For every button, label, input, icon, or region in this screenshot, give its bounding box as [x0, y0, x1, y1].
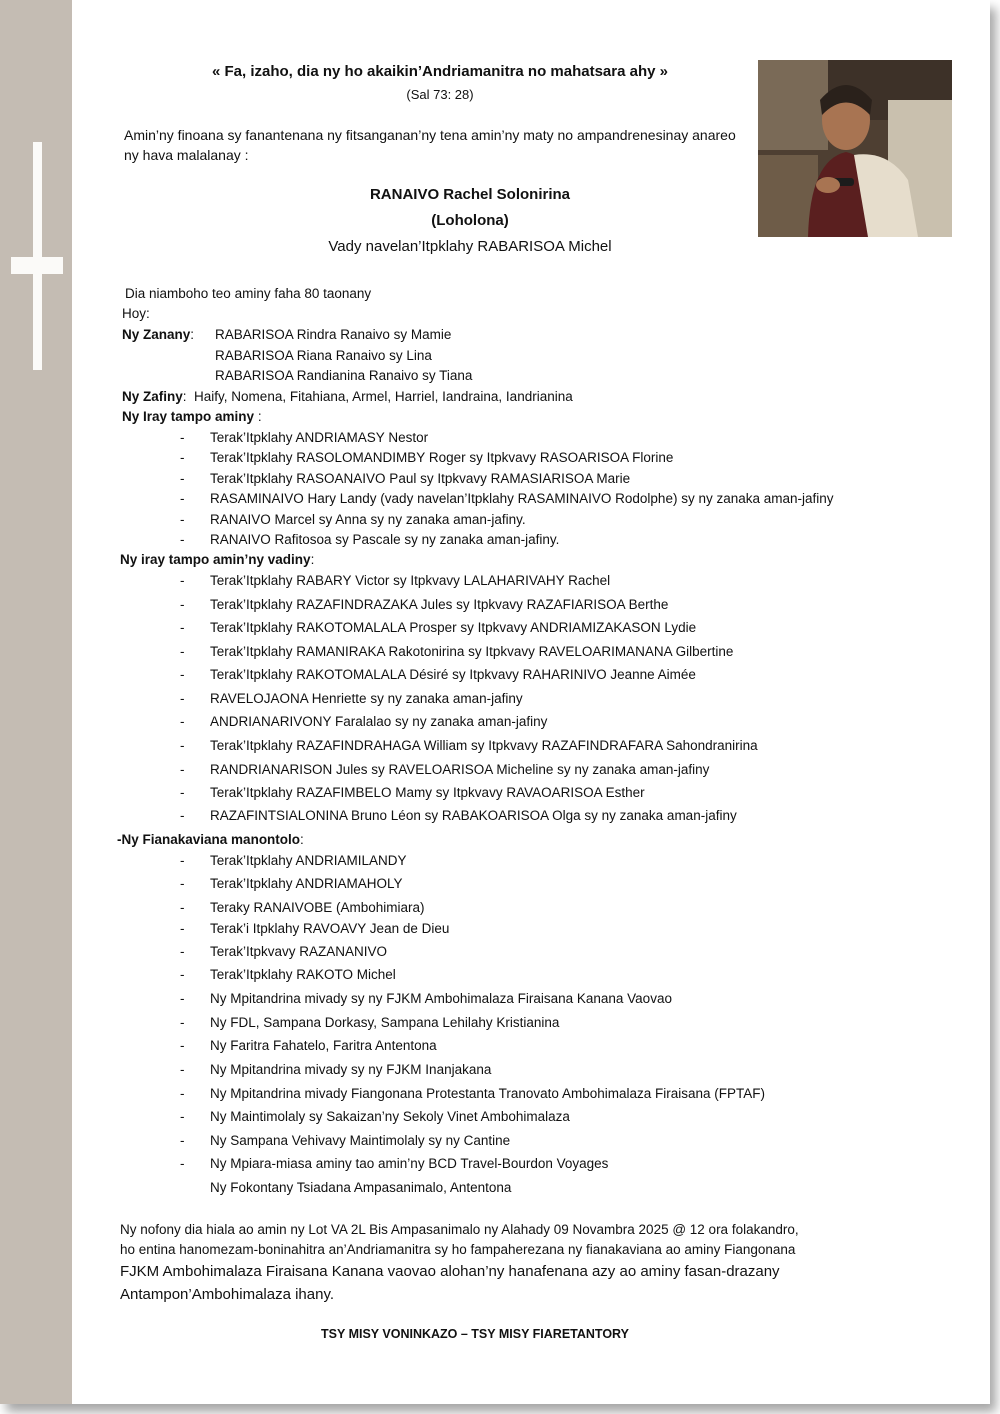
hoy-line: Hoy:	[122, 306, 150, 321]
list-item: Terak’Itpklahy RAKOTO Michel	[210, 967, 396, 982]
list-item: RANAIVO Rafitosoa sy Pascale sy ny zanaka aman-jafiny.	[210, 532, 560, 547]
dash-bullet: -	[180, 471, 185, 486]
dash-bullet: -	[180, 900, 185, 915]
list-item: Ny FDL, Sampana Dorkasy, Sampana Lehilahy Kristianina	[210, 1015, 560, 1030]
dash-bullet: -	[180, 430, 185, 445]
fianakaviana-prefix: -	[117, 832, 122, 847]
dash-bullet: -	[180, 785, 185, 800]
dash-bullet: -	[180, 597, 185, 612]
list-item: RANAIVO Marcel sy Anna sy ny zanaka aman-jafiny.	[210, 512, 526, 527]
list-item: Terak’Itpklahy RAKOTOMALALA Désiré sy Itpkvavy RAHARINIVO Jeanne Aimée	[210, 667, 696, 682]
iray-tampo-sep: :	[257, 409, 262, 424]
funeral-line: FJKM Ambohimalaza Firaisana Kanana vaovao alohan’ny hanafenana azy ao aminy fasan-drazany	[120, 1263, 780, 1280]
dash-bullet: -	[180, 1015, 185, 1030]
list-item: Terak’i Itpklahy RAVOAVY Jean de Dieu	[210, 921, 450, 936]
list-item: Ny Maintimolaly sy Sakaizan’ny Sekoly Vinet Ambohimalaza	[210, 1109, 570, 1124]
funeral-line: ho entina hanomezam-boninahitra an’Andriamanitra sy ho fampaherezana ny fianakaviana ao aminy Fiangonana	[120, 1242, 796, 1257]
dash-bullet: -	[180, 573, 185, 588]
dash-bullet: -	[180, 738, 185, 753]
list-item: RABARISOA Rindra Ranaivo sy Mamie	[215, 327, 452, 342]
zafiny-sep: :	[182, 389, 187, 404]
list-item: Terak’Itpkvavy RAZANANIVO	[210, 944, 388, 959]
list-item: Terak’Itpklahy RAKOTOMALALA Prosper sy Itpkvavy ANDRIAMIZAKASON Lydie	[210, 620, 697, 635]
decorative-side-band	[0, 0, 72, 1404]
list-item: Terak’Itpklahy ANDRIAMASY Nestor	[210, 430, 429, 445]
list-item: Ny Sampana Vehivavy Maintimolaly sy ny Cantine	[210, 1133, 511, 1148]
list-item: Terak’Itpklahy RABARY Victor sy Itpkvavy LALAHARIVAHY Rachel	[210, 573, 611, 588]
list-item: Terak’Itpklahy RAZAFINDRAHAGA William sy Itpkvavy RAZAFINDRAFARA Sahondranirina	[210, 738, 758, 753]
dash-bullet: -	[180, 853, 185, 868]
list-item: ANDRIANARIVONY Faralalao sy ny zanaka aman-jafiny	[210, 714, 548, 729]
list-item: Ny Mpitandrina mivady Fiangonana Protestanta Tranovato Ambohimalaza Firaisana (FPTAF)	[210, 1086, 766, 1101]
dash-bullet: -	[180, 491, 185, 506]
list-item: Ny Fokontany Tsiadana Ampasanimalo, Antentona	[210, 1180, 512, 1195]
dash-bullet: -	[180, 714, 185, 729]
dash-bullet: -	[180, 512, 185, 527]
dash-bullet: -	[180, 808, 185, 823]
list-item: RAZAFINTSIALONINA Bruno Léon sy RABAKOARISOA Olga sy ny zanaka aman-jafiny	[210, 808, 737, 823]
list-item: Terak’Itpklahy ANDRIAMILANDY	[210, 853, 407, 868]
list-item: Terak’Itpklahy RASOLOMANDIMBY Roger sy Itpkvavy RASOARISOA Florine	[210, 450, 674, 465]
list-item: Terak’Itpklahy RASOANAIVO Paul sy Itpkvavy RAMASIARISOA Marie	[210, 471, 631, 486]
fianakaviana-sep: :	[300, 832, 304, 847]
dash-bullet: -	[180, 450, 185, 465]
list-item: RABARISOA Riana Ranaivo sy Lina	[215, 348, 432, 363]
cross-bar	[11, 257, 63, 274]
age-line: Dia niamboho teo aminy faha 80 taonany	[125, 286, 372, 301]
dash-bullet: -	[180, 532, 185, 547]
dash-bullet: -	[180, 691, 185, 706]
funeral-line: Ny nofony dia hiala ao amin ny Lot VA 2L Bis Ampasanimalo ny Alahady 09 Novambra 2025 @ 12 ora folakandro,	[120, 1222, 799, 1237]
list-item: Ny Mpitandrina mivady sy ny FJKM Inanjakana	[210, 1062, 492, 1077]
cross-icon	[33, 142, 42, 370]
deceased-title: (Loholona)	[431, 212, 509, 229]
list-item: Ny Mpitandrina mivady sy ny FJKM Ambohimalaza Firaisana Kanana Vaovao	[210, 991, 672, 1006]
dash-bullet: -	[180, 1156, 185, 1171]
dash-bullet: -	[180, 1133, 185, 1148]
zafiny-label: Ny Zafiny	[122, 389, 183, 404]
dash-bullet: -	[180, 967, 185, 982]
list-item: Terak’Itpklahy RAZAFINDRAZAKA Jules sy Itpkvavy RAZAFIARISOA Berthe	[210, 597, 669, 612]
closing-motto: TSY MISY VONINKAZO – TSY MISY FIARETANTORY	[321, 1327, 629, 1341]
portrait-photo	[758, 60, 952, 237]
list-item: RAVELOJAONA Henriette sy ny zanaka aman-jafiny	[210, 691, 523, 706]
dash-bullet: -	[180, 1038, 185, 1053]
deceased-spouse: Vady navelan’Itpklahy RABARISOA Michel	[328, 238, 612, 255]
dash-bullet: -	[180, 876, 185, 891]
list-item: RASAMINAIVO Hary Landy (vady navelan’Itpklahy RASAMINAIVO Rodolphe) sy ny zanaka aman-jafiny	[210, 491, 834, 506]
list-item: Terak’Itpklahy RAZAFIMBELO Mamy sy Itpkvavy RAVAOARISOA Esther	[210, 785, 645, 800]
iray-tampo-vadiny-sep: :	[310, 552, 315, 567]
iray-tampo-vadiny-heading	[120, 552, 314, 567]
zafiny-names: Haify, Nomena, Fitahiana, Armel, Harriel, Iandraina, Iandrianina	[194, 389, 573, 404]
announcement-intro: Amin’ny finoana sy fanantenana ny fitsanganan’ny tena amin’ny maty no ampandrenesinay anareo ny hava malalanay :	[124, 127, 736, 163]
dash-bullet: -	[180, 667, 185, 682]
bible-verse: « Fa, izaho, dia ny ho akaikin’Andriamanitra no mahatsara ahy »	[212, 63, 668, 80]
dash-bullet: -	[180, 1086, 185, 1101]
list-item: RANDRIANARISON Jules sy RAVELOARISOA Micheline sy ny zanaka aman-jafiny	[210, 762, 710, 777]
dash-bullet: -	[180, 944, 185, 959]
iray-tampo-label: Ny Iray tampo aminy	[122, 409, 255, 424]
fianakaviana-label: Ny Fianakaviana manontolo	[121, 832, 301, 847]
dash-bullet: -	[180, 644, 185, 659]
list-item: Terak’Itpklahy ANDRIAMAHOLY	[210, 876, 403, 891]
zafiny-line	[122, 389, 573, 404]
dash-bullet: -	[180, 762, 185, 777]
list-item: Ny Faritra Fahatelo, Faritra Antentona	[210, 1038, 437, 1053]
list-item: Teraky RANAIVOBE (Ambohimiara)	[210, 900, 425, 915]
zanany-heading	[122, 327, 194, 342]
dash-bullet: -	[180, 921, 185, 936]
funeral-line: Antampon’Ambohimalaza ihany.	[120, 1286, 335, 1303]
zanany-label: Ny Zanany	[122, 327, 191, 342]
deceased-name: RANAIVO Rachel Solonirina	[369, 186, 571, 203]
dash-bullet: -	[180, 991, 185, 1006]
funeral-details	[120, 1220, 900, 1306]
dash-bullet: -	[180, 620, 185, 635]
iray-tampo-vadiny-label: Ny iray tampo amin’ny vadiny	[120, 552, 311, 567]
list-item: Ny Mpiara-miasa aminy tao amin’ny BCD Travel-Bourdon Voyages	[210, 1156, 609, 1171]
dash-bullet: -	[180, 1109, 185, 1124]
dash-bullet: -	[180, 1062, 185, 1077]
iray-tampo-heading	[122, 409, 262, 424]
fianakaviana-heading	[117, 832, 304, 847]
list-item: Terak’Itpklahy RAMANIRAKA Rakotonirina sy Itpkvavy RAVELOARIMANANA Gilbertine	[210, 644, 734, 659]
zanany-sep: :	[190, 327, 195, 342]
list-item: RABARISOA Randianina Ranaivo sy Tiana	[215, 368, 473, 383]
bible-verse-reference: (Sal 73: 28)	[406, 87, 474, 102]
